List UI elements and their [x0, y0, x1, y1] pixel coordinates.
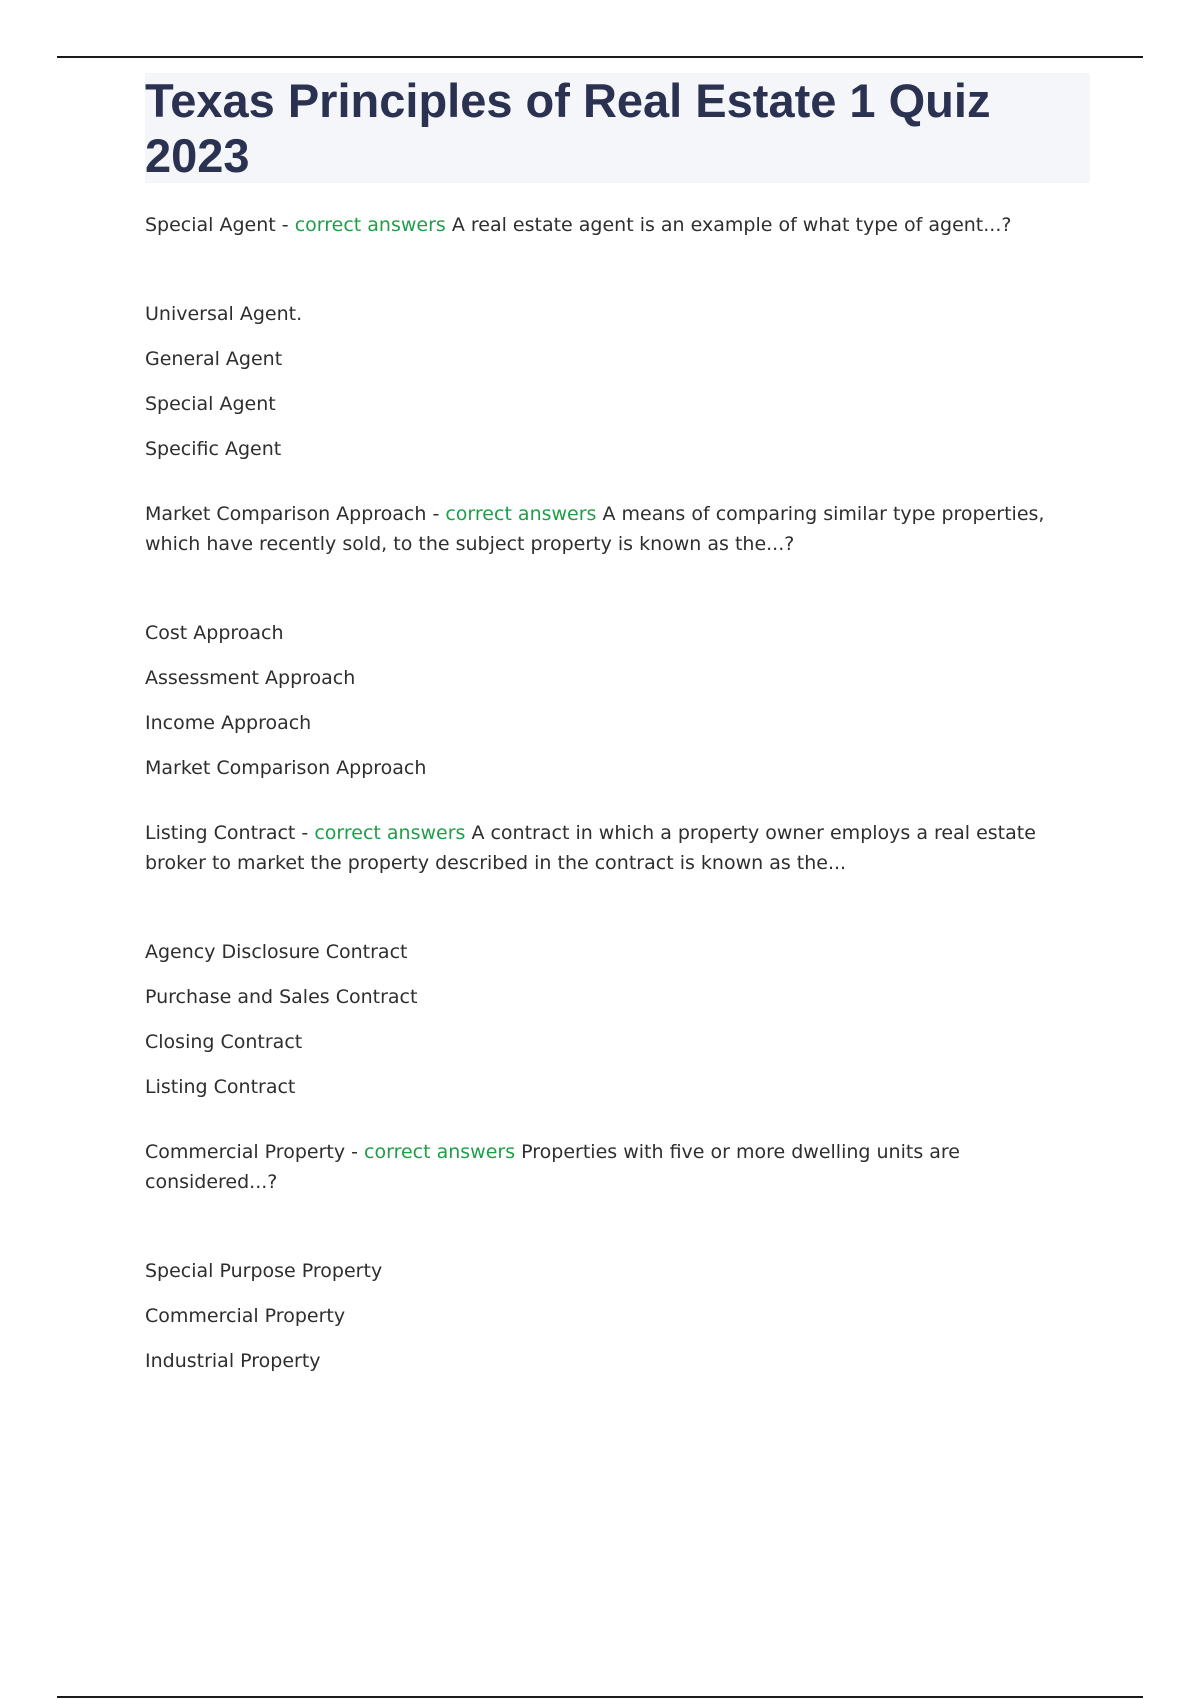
- option-item: Universal Agent.: [145, 303, 303, 325]
- question-text: [145, 1137, 1090, 1197]
- option-item: Specific Agent: [145, 438, 282, 460]
- option-item: Special Agent: [145, 393, 276, 415]
- option-list: [145, 302, 1090, 461]
- option-item: Closing Contract: [145, 1031, 303, 1053]
- answer-text: Special Agent: [145, 214, 276, 236]
- option-item: Purchase and Sales Contract: [145, 986, 418, 1008]
- question-block-3: [145, 818, 1090, 1099]
- option-item: Agency Disclosure Contract: [145, 941, 408, 963]
- option-list: [145, 940, 1090, 1099]
- separator: -: [275, 214, 295, 236]
- option-item: Cost Approach: [145, 622, 284, 644]
- question-block-1: [145, 210, 1090, 461]
- option-item: Assessment Approach: [145, 667, 356, 689]
- separator: -: [345, 1141, 365, 1163]
- question-prompt: Properties with five or more dwelling units are considered...?: [145, 1141, 960, 1193]
- option-list: [145, 1259, 1090, 1373]
- title-block: [145, 73, 1090, 183]
- correct-answers-label: correct answers: [294, 214, 446, 236]
- separator: -: [426, 503, 446, 525]
- page-title: Texas Principles of Real Estate 1 Quiz 2023: [145, 74, 991, 182]
- answer-text: Listing Contract: [145, 822, 296, 844]
- question-block-2: [145, 499, 1090, 780]
- question-prompt: A means of comparing similar type properties, which have recently sold, to the subject property is known as the...?: [145, 503, 1045, 555]
- correct-answers-label: correct answers: [314, 822, 466, 844]
- option-item: Commercial Property: [145, 1305, 346, 1327]
- question-text: [145, 210, 1090, 240]
- option-item: General Agent: [145, 348, 283, 370]
- answer-text: Market Comparison Approach: [145, 503, 427, 525]
- top-rule: [57, 56, 1143, 58]
- option-item: Income Approach: [145, 712, 312, 734]
- quiz-content: [145, 210, 1090, 1411]
- option-item: Industrial Property: [145, 1350, 321, 1372]
- question-prompt: A contract in which a property owner employs a real estate broker to market the property described in the contract is known as the...: [145, 822, 1036, 874]
- question-text: [145, 818, 1090, 878]
- bottom-rule: [57, 1696, 1143, 1698]
- option-item: Market Comparison Approach: [145, 757, 427, 779]
- option-item: Special Purpose Property: [145, 1260, 383, 1282]
- option-list: [145, 621, 1090, 780]
- question-block-4: [145, 1137, 1090, 1373]
- question-prompt: A real estate agent is an example of what type of agent...?: [451, 214, 1012, 236]
- option-item: Listing Contract: [145, 1076, 296, 1098]
- answer-text: Commercial Property: [145, 1141, 346, 1163]
- correct-answers-label: correct answers: [445, 503, 597, 525]
- question-text: [145, 499, 1090, 559]
- separator: -: [295, 822, 315, 844]
- correct-answers-label: correct answers: [364, 1141, 516, 1163]
